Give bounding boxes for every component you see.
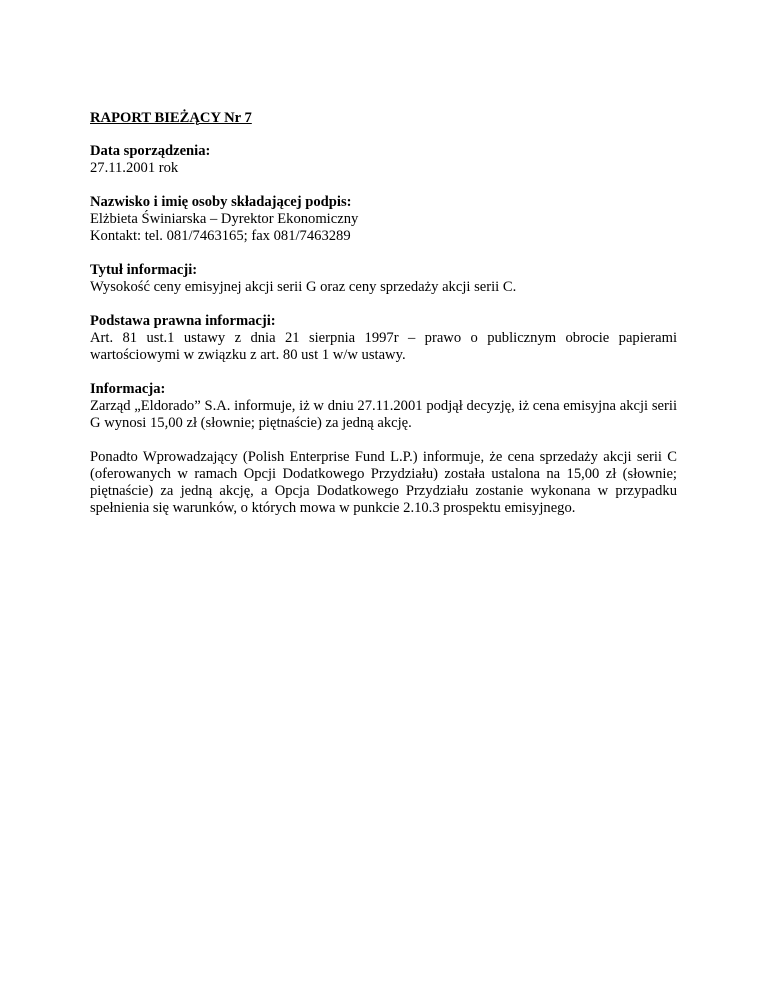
signer-section: [90, 194, 677, 245]
information-paragraph-2: Ponadto Wprowadzający (Polish Enterprise Fund L.P.) informuje, że cena sprzedaży akcji serii C (oferowanych w ramach Opcji Dodatkowego Przydziału) została ustalona na 15,00 zł (słownie; piętnaście) za jedną akcję, a Opcja Dodatkowego Przydziału zostanie wykonana w przypadku spełnienia się warunków, o których mowa w punkcie 2.10.3 prospektu emisyjnego.: [90, 449, 677, 516]
report-title: RAPORT BIEŻĄCY Nr 7: [90, 110, 252, 126]
information-paragraph-1: Zarząd „Eldorado” S.A. informuje, iż w dniu 27.11.2001 podjął decyzję, iż cena emisyjna akcji serii G wynosi 15,00 zł (słownie; piętnaście) za jedną akcję.: [90, 398, 677, 431]
date-heading: Data sporządzenia:: [90, 143, 211, 159]
signer-heading: Nazwisko i imię osoby składającej podpis:: [90, 194, 352, 210]
legal-basis-section: [90, 313, 677, 364]
signer-name: Elżbieta Świniarska – Dyrektor Ekonomiczny: [90, 211, 359, 227]
info-title-heading: Tytuł informacji:: [90, 262, 198, 278]
information-section: [90, 381, 677, 432]
info-title-section: [90, 262, 677, 296]
information-heading: Informacja:: [90, 381, 166, 397]
date-section: [90, 143, 677, 177]
info-title-value: Wysokość ceny emisyjnej akcji serii G oraz ceny sprzedaży akcji serii C.: [90, 279, 517, 295]
legal-basis-text: Art. 81 ust.1 ustawy z dnia 21 sierpnia 1997r – prawo o publicznym obrocie papierami wartościowymi w związku z art. 80 ust 1 w/w ustawy.: [90, 330, 677, 363]
legal-basis-heading: Podstawa prawna informacji:: [90, 313, 276, 329]
signer-contact: Kontakt: tel. 081/7463165; fax 081/7463289: [90, 228, 351, 244]
date-value: 27.11.2001 rok: [90, 160, 179, 176]
additional-information-section: [90, 449, 677, 517]
report-page: [90, 110, 677, 534]
